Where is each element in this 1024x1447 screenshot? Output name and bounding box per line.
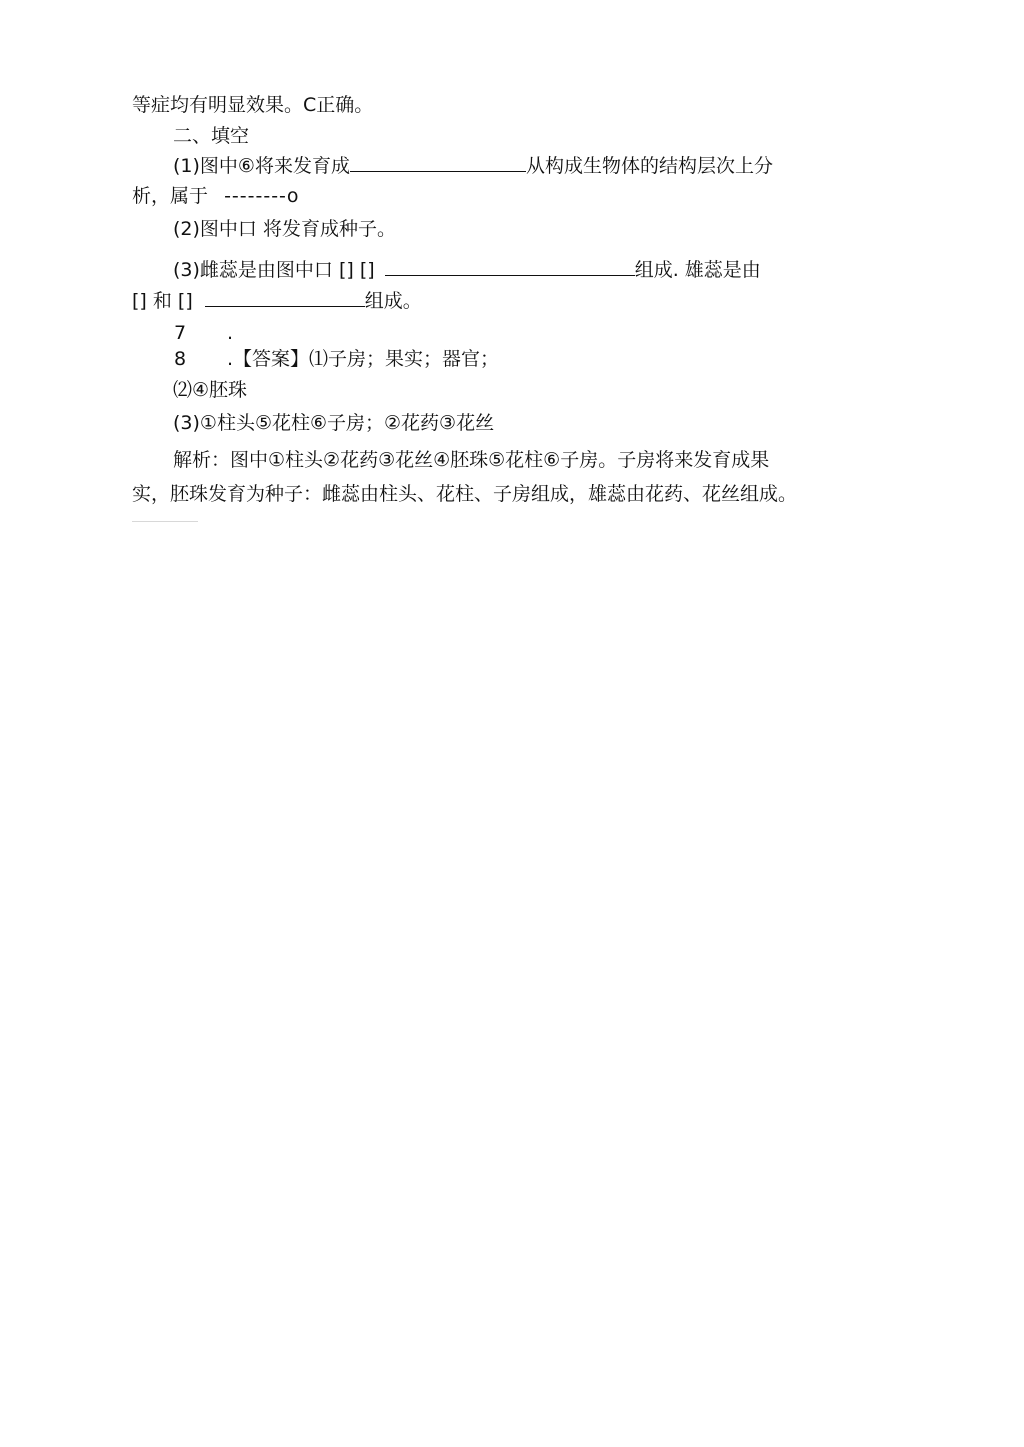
answer-line-3: (3)①柱头⑤花柱⑥子房；②花药③花丝 (173, 412, 495, 434)
analysis-line-2: 实，胚珠发育为种子：雌蕊由柱头、花柱、子房组成，雄蕊由花药、花丝组成。 (132, 483, 798, 505)
question-3-text-b: 组成. 雄蕊是由 (634, 259, 761, 281)
question-1-text-a: (1)图中⑥将来发育成 (173, 155, 350, 177)
faint-divider (132, 521, 198, 522)
item-dot-7: . (227, 322, 234, 344)
question-3-line-2 (132, 288, 422, 314)
question-3-text-c: [] 和 [] (132, 290, 193, 312)
question-1-text-b: 从构成生物体的结构层次上分 (525, 155, 773, 177)
item-number-7: 7 (174, 322, 187, 344)
answer-blank-3a (385, 257, 635, 276)
question-1-line (173, 153, 773, 179)
analysis-line-1: 解析：图中①柱头②花药③花丝④胚珠⑤花柱⑥子房。子房将来发育成果 (173, 449, 770, 471)
answer-line-2: ⑵④胚珠 (173, 379, 248, 401)
answer-blank-1 (350, 153, 526, 172)
question-1-text-c: 析，属于 (132, 185, 209, 207)
question-2-line: (2)图中口 将发育成种子。 (173, 218, 396, 240)
question-3-text-a: (3)雌蕊是由图中口 [] [] (173, 259, 375, 281)
question-3-text-d: 组成。 (364, 290, 422, 312)
item-number-8: 8 (174, 348, 187, 370)
answer-line-1: .【答案】⑴子房；果实；器官； (227, 348, 500, 370)
question-3-line (173, 257, 761, 283)
answer-blank-3b (205, 288, 365, 307)
section-title: 二、填空 (173, 125, 250, 147)
text-line-1: 等症均有明显效果。C正确。 (132, 94, 374, 116)
question-1-line-2 (132, 183, 300, 209)
dash-blank: --------o (224, 185, 300, 207)
